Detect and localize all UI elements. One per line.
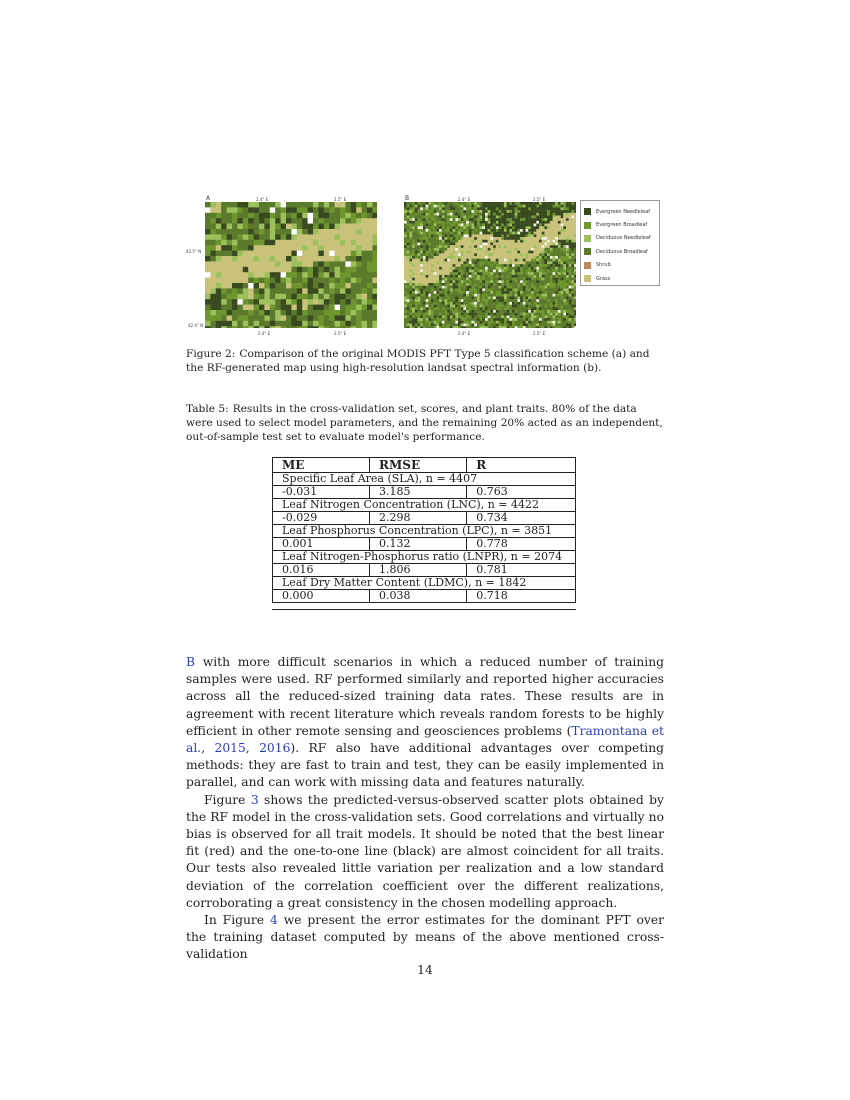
cell-rmse: 3.185 <box>370 486 467 499</box>
group-label-lnc: Leaf Nitrogen Concentration (LNC), n = 4422 <box>273 499 576 512</box>
panel-a-bottom-tick-2: 2.5° E <box>334 331 347 336</box>
figure-2-caption <box>186 347 664 375</box>
table-5-caption <box>186 402 664 444</box>
cell-rmse: 0.038 <box>370 590 467 603</box>
group-label-sla: Specific Leaf Area (SLA), n = 4407 <box>273 473 576 486</box>
group-label-lnpr: Leaf Nitrogen-Phosphorus ratio (LNPR), n = 2074 <box>273 551 576 564</box>
pft-legend <box>580 200 660 286</box>
table-row <box>273 538 576 551</box>
cell-r: 0.778 <box>467 538 576 551</box>
paragraph-1-sep-1: , <box>201 741 215 756</box>
figure-2-caption-prefix: Figure 2: <box>186 348 236 360</box>
figure-2-caption-text: Comparison of the original MODIS PFT Type 5 classification scheme (a) and the RF-generated map using high-resolution landsat spectral information (b). <box>186 348 650 374</box>
panel-b-top-tick-1: 2.4° E <box>458 197 471 202</box>
legend-swatch <box>584 275 591 282</box>
panel-a-left-tick-1: 42.5° N <box>186 249 202 254</box>
panel-a-bottom-tick-1: 2.4° E <box>258 331 271 336</box>
ref-figure-3[interactable]: 3 <box>250 792 259 807</box>
panel-b-map-image <box>404 202 576 328</box>
panel-b-top-tick-2: 2.5° E <box>533 197 546 202</box>
table-row <box>273 590 576 603</box>
panel-a-left-tick-2: 42.4° N <box>188 323 204 328</box>
table-header-row <box>273 458 576 473</box>
legend-item <box>584 218 656 231</box>
group-label-ldmc: Leaf Dry Matter Content (LDMC), n = 1842 <box>273 577 576 590</box>
paragraph-1-text-b: ). RF also have additional advantages over competing methods: they are fast to train and test, they can be easily implemented in parallel, and can work with missing data and features naturally. <box>186 741 664 790</box>
table-5-caption-prefix: Table 5: <box>186 403 229 415</box>
legend-label: Shrub <box>596 262 611 269</box>
cell-r: 0.763 <box>467 486 576 499</box>
header-r: R <box>467 458 576 473</box>
legend-label: Deciduous Needleleaf <box>596 235 651 242</box>
table-row <box>273 512 576 525</box>
ref-figure-4[interactable]: 4 <box>270 913 278 928</box>
ref-2015[interactable]: 2015 <box>214 741 246 756</box>
legend-label: Grass <box>596 275 611 282</box>
header-rmse: RMSE <box>370 458 467 473</box>
ref-tramontana[interactable]: Tramontana et al. <box>186 723 664 756</box>
panel-a-top-tick-1: 2.4° E <box>256 197 269 202</box>
legend-swatch <box>584 222 591 229</box>
table-row <box>273 486 576 499</box>
legend-item <box>584 232 656 245</box>
table-group-row <box>273 473 576 486</box>
paragraph-2-text-b: shows the predicted-versus-observed scatter plots obtained by the RF model in the cross-validation sets. Good correlations and virtually no bias is observed for all trait models. It should be noted that the best linear fit (red) and the one-to-one line (black) are almost coincident for all traits. Our tests also revealed little variation per realization and a low standard deviation of the correlation coefficient over the different realizations, corroborating a great consistency in the chosen modelling approach. <box>186 792 664 910</box>
panel-a-letter: A <box>206 195 211 202</box>
legend-item <box>584 205 656 218</box>
cell-r: 0.781 <box>467 564 576 577</box>
table-group-row <box>273 499 576 512</box>
table-5-caption-text: Results in the cross-validation set, scores, and plant traits. 80% of the data were used to select model parameters, and the remaining 20% acted as an independent, out-of-sample test set to evaluate model's performance. <box>186 403 663 443</box>
cell-me: 0.016 <box>273 564 370 577</box>
panel-b-bottom-tick-2: 2.5° E <box>533 331 546 336</box>
legend-swatch <box>584 235 591 242</box>
paragraph-1-text-a: with more difficult scenarios in which a reduced number of training samples were used. RF performed similarly and reported higher accuracies across all the reduced-sized training data rates. These results are in agreement with recent literature which reveals random forests to be highly efficient in other remote sensing and geosciences problems ( <box>186 655 664 738</box>
legend-item <box>584 259 656 272</box>
cell-r: 0.718 <box>467 590 576 603</box>
cell-r: 0.734 <box>467 512 576 525</box>
panel-b-letter: B <box>405 195 410 202</box>
panel-a-top-tick-2: 2.5° E <box>334 197 347 202</box>
legend-swatch <box>584 248 591 255</box>
body-text <box>186 654 664 964</box>
paragraph-3 <box>186 912 664 964</box>
table-bottom-rule <box>272 609 576 610</box>
table-row <box>273 564 576 577</box>
table-group-row <box>273 551 576 564</box>
paragraph-1-sep-2: , <box>245 741 260 756</box>
legend-swatch <box>584 262 591 269</box>
paragraph-2-text-a: Figure <box>204 792 251 807</box>
table-group-row <box>273 577 576 590</box>
page-number: 14 <box>417 963 433 977</box>
header-me: ME <box>273 458 370 473</box>
results-table <box>272 457 576 603</box>
cell-me: -0.029 <box>273 512 370 525</box>
paragraph-3-text-a: In Figure <box>204 913 270 928</box>
legend-item <box>584 245 656 258</box>
panel-a-map <box>205 202 377 328</box>
group-label-lpc: Leaf Phosphorus Concentration (LPC), n = 3851 <box>273 525 576 538</box>
table-group-row <box>273 525 576 538</box>
cell-me: -0.031 <box>273 486 370 499</box>
cell-me: 0.000 <box>273 590 370 603</box>
legend-label: Evergreen Broadleaf <box>596 222 648 229</box>
cell-rmse: 1.806 <box>370 564 467 577</box>
legend-item <box>584 272 656 285</box>
legend-label: Deciduous Broadleaf <box>596 248 648 255</box>
panel-a-map-image <box>205 202 377 328</box>
cell-rmse: 0.132 <box>370 538 467 551</box>
paragraph-3-text-b: we present the error estimates for the dominant PFT over the training dataset computed by means of the above mentioned cross-validation <box>186 913 664 962</box>
legend-label: Evergreen Needleleaf <box>596 208 651 215</box>
ref-appendix-b[interactable]: B <box>186 655 196 669</box>
ref-2016[interactable]: 2016 <box>259 741 291 756</box>
cell-rmse: 2.298 <box>370 512 467 525</box>
cell-me: 0.001 <box>273 538 370 551</box>
panel-b-map <box>404 202 576 328</box>
paragraph-2 <box>186 792 664 912</box>
legend-swatch <box>584 208 591 215</box>
paragraph-1 <box>186 654 664 792</box>
panel-b-bottom-tick-1: 2.4° E <box>458 331 471 336</box>
